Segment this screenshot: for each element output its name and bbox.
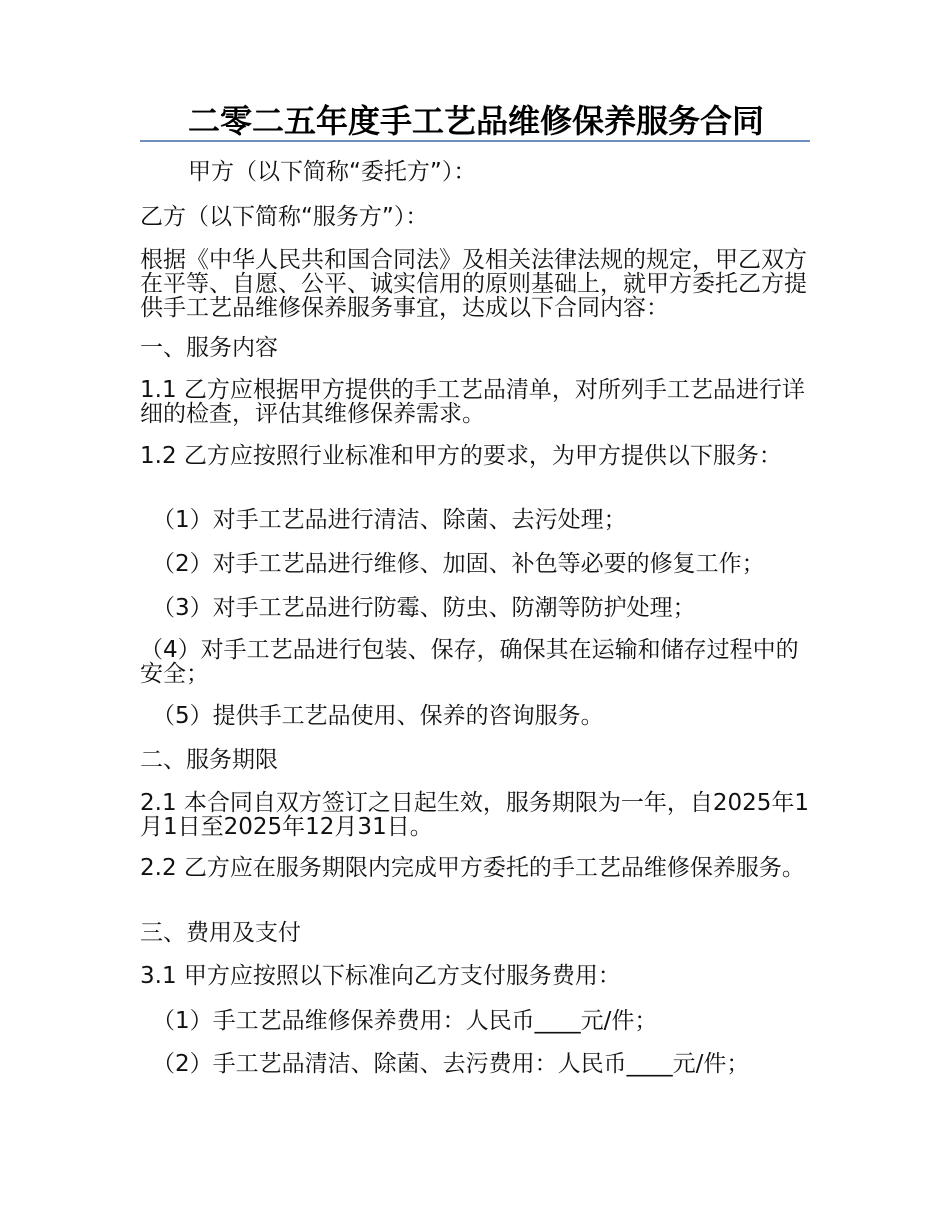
party-b-line: 乙方（以下简称“服务方”）： — [140, 204, 429, 230]
title-block — [140, 100, 810, 142]
section-heading-service-period: 二、服务期限 — [140, 747, 278, 773]
service-item-2: （2）对手工艺品进行维修、加固、补色等必要的修复工作； — [152, 551, 765, 577]
service-item-1: （1）对手工艺品进行清洁、除菌、去污处理； — [152, 507, 627, 533]
service-item-4: （4）对手工艺品进行包装、保存，确保其在运输和储存过程中的安全； — [140, 637, 799, 687]
service-item-5: （5）提供手工艺品使用、保养的咨询服务。 — [152, 703, 604, 729]
clause-2-2: 2.2 乙方应在服务期限内完成甲方委托的手工艺品维修保养服务。 — [140, 855, 805, 881]
clause-2-1: 2.1 本合同自双方签订之日起生效，服务期限为一年，自2025年1月1日至2025年12月31日。 — [140, 790, 810, 840]
clause-1-1: 1.1 乙方应根据甲方提供的手工艺品清单，对所列手工艺品进行详细的检查，评估其维修保养需求。 — [140, 377, 805, 427]
party-a-line: 甲方（以下简称“委托方”）： — [188, 159, 477, 185]
service-item-3: （3）对手工艺品进行防霉、防虫、防潮等防护处理； — [152, 595, 696, 621]
fee-item-1: （1）手工艺品维修保养费用：人民币____元/件； — [152, 1008, 658, 1034]
document-title: 二零二五年度手工艺品维修保养服务合同 — [188, 102, 765, 140]
fee-item-2: （2）手工艺品清洁、除菌、去污费用：人民币____元/件； — [152, 1051, 750, 1077]
clause-1-2: 1.2 乙方应按照行业标准和甲方的要求，为甲方提供以下服务： — [140, 443, 782, 469]
section-heading-fees-payment: 三、费用及支付 — [140, 920, 301, 946]
section-heading-service-content: 一、服务内容 — [140, 335, 278, 361]
intro-paragraph: 根据《中华人民共和国合同法》及相关法律法规的规定，甲乙双方在平等、自愿、公平、诚实信用的原则基础上，就甲方委托乙方提供手工艺品维修保养服务事宜，达成以下合同内容： — [140, 247, 807, 321]
clause-3-1: 3.1 甲方应按照以下标准向乙方支付服务费用： — [140, 963, 621, 989]
